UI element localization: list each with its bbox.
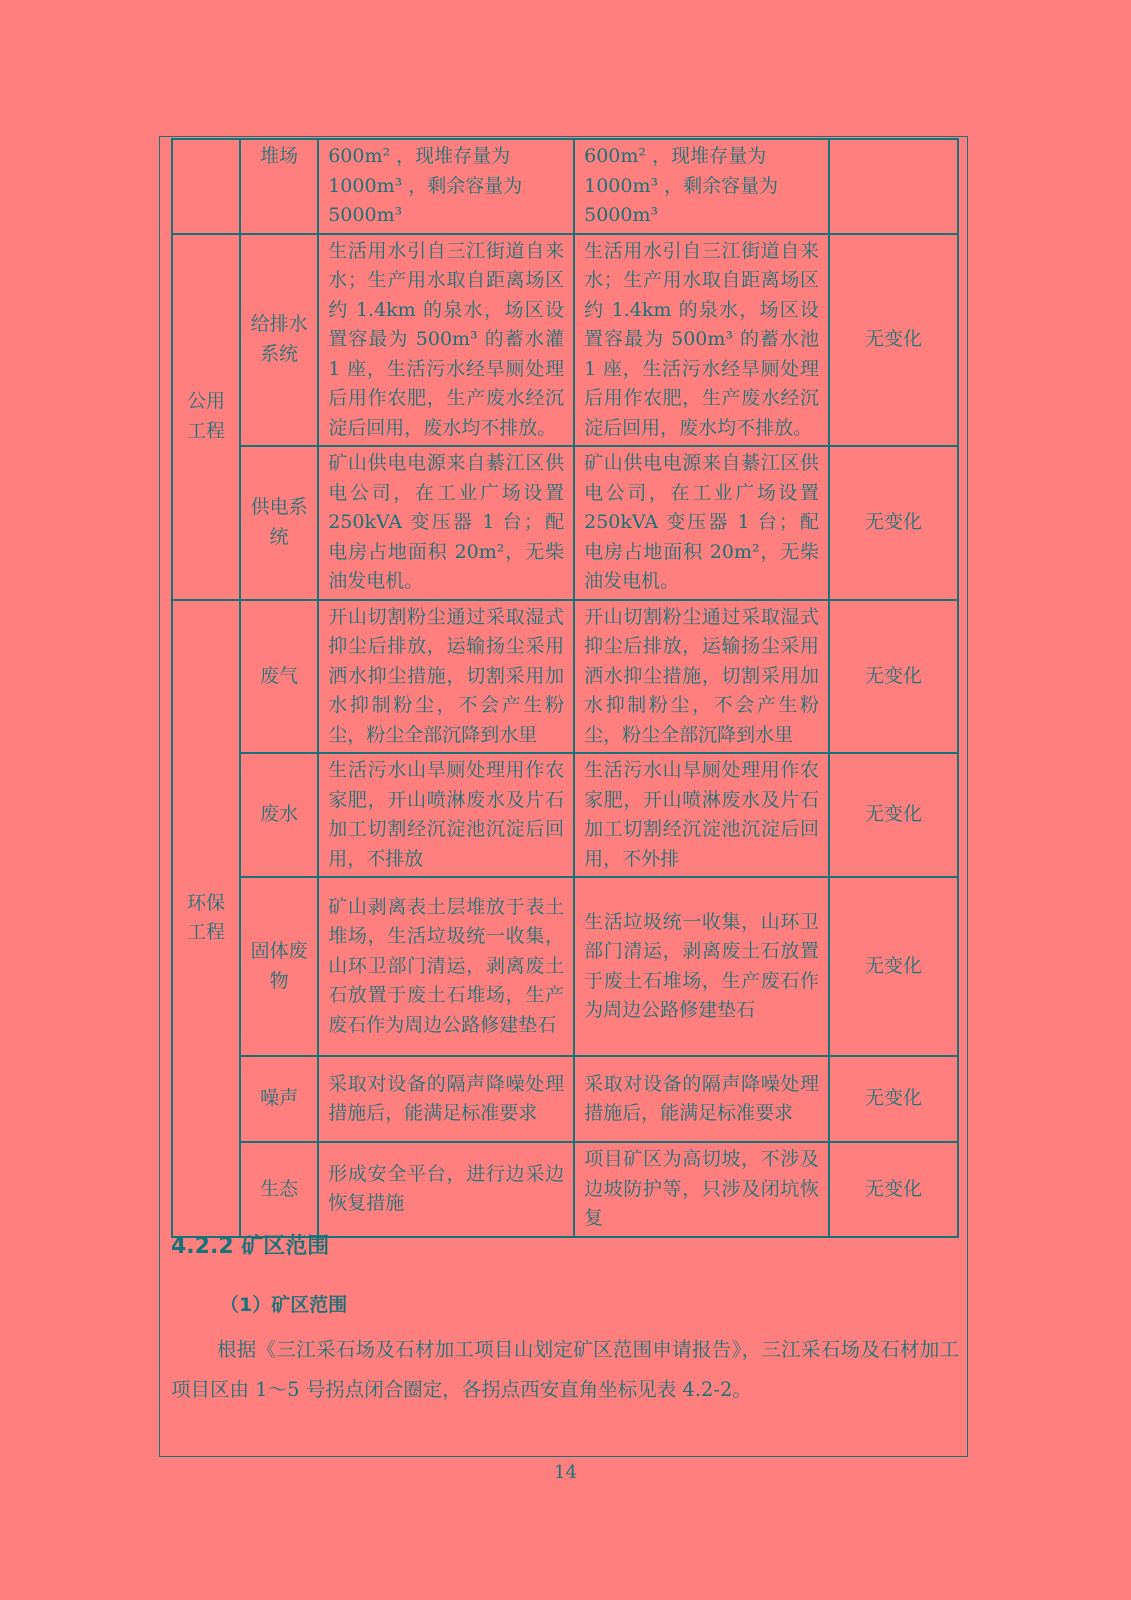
before-power: 矿山供电电源来自綦江区供电公司，在工业广场设置 250kVA 变压器 1 台；配电房占地面积 20m²，无柴油发电机。 [318,446,574,600]
before-water: 生活用水引自三江街道自来水；生产用水取自距离场区约 1.4km 的泉水，场区设置容最为 500m³ 的蓄水灌 1 座，生活污水经旱厕处理后用作农肥，生产废水经沉淀后回用，废水均不排放。 [318,234,574,447]
category-env-works: 环保工程 [172,600,240,1237]
after-eco: 项目矿区为高切坡，不涉及边坡防护等，只涉及闭坑恢复 [574,1142,829,1237]
after-gas: 开山切割粉尘通过采取湿式抑尘后排放，运输扬尘采用洒水抑尘措施，切割采用加水抑制粉尘，不会产生粉尘，粉尘全部沉降到水里 [574,600,829,754]
sub-item-storage: 堆场 [240,139,318,234]
change-power: 无变化 [829,446,958,600]
table-row [172,1142,958,1237]
sub-item-noise: 噪声 [240,1056,318,1142]
category-public-works: 公用工程 [172,234,240,600]
text-line: 600m² ，现堆存量为 [328,145,511,167]
after-power: 矿山供电电源来自綦江区供电公司，在工业广场设置 250kVA 变压器 1 台；配电房占地面积 20m²，无柴油发电机。 [574,446,829,600]
category-cell-empty [172,139,240,234]
table-row [172,446,958,600]
change-eco: 无变化 [829,1142,958,1237]
sub-item-solid: 固体废物 [240,877,318,1056]
table-row [172,139,958,234]
after-solid: 生活垃圾统一收集，山环卫部门清运，剥离废土石放置于废土石堆场，生产废石作为周边公路修建垫石 [574,877,829,1056]
table-row [172,234,958,447]
before-solid: 矿山剥离表土层堆放于表土堆场，生活垃圾统一收集，山环卫部门清运，剥离废土石放置于废土石堆场，生产废石作为周边公路修建垫石 [318,877,574,1056]
text-line: 5000m³ [584,204,659,226]
sub-heading: （1）矿区范围 [220,1294,348,1316]
after-storage [574,139,829,234]
text-line: 1000m³ ，剩余容量为 [328,174,523,197]
change-noise: 无变化 [829,1056,958,1142]
text-line: 1000m³ ，剩余容量为 [584,174,779,197]
before-noise: 采取对设备的隔声降噪处理措施后，能满足标准要求 [318,1056,574,1142]
before-eco: 形成安全平台，进行边采边恢复措施 [318,1142,574,1237]
after-noise: 采取对设备的隔声降噪处理措施后，能满足标准要求 [574,1056,829,1142]
before-gas: 开山切割粉尘通过采取湿式抑尘后排放，运输扬尘采用洒水抑尘措施，切割采用加水抑制粉尘，不会产生粉尘，粉尘全部沉降到水里 [318,600,574,754]
project-comparison-table [171,138,959,1238]
text-line: 600m² ，现堆存量为 [584,145,767,167]
before-storage [318,139,574,234]
text-line: 5000m³ [328,204,403,226]
section-heading: 4.2.2 矿区范围 [171,1234,330,1259]
after-wastewater: 生活污水山旱厕处理用作农家肥，开山喷淋废水及片石加工切割经沉淀池沉淀后回用，不外排 [574,753,829,877]
change-storage [829,139,958,234]
table-row [172,600,958,754]
table-row [172,1056,958,1142]
change-gas: 无变化 [829,600,958,754]
sub-item-water: 给排水系统 [240,234,318,447]
sub-item-gas: 废气 [240,600,318,754]
table-row [172,877,958,1056]
sub-item-power: 供电系统 [240,446,318,600]
change-wastewater: 无变化 [829,753,958,877]
before-wastewater: 生活污水山旱厕处理用作农家肥，开山喷淋废水及片石加工切割经沉淀池沉淀后回用，不排放 [318,753,574,877]
page-number: 14 [554,1462,577,1483]
change-water: 无变化 [829,234,958,447]
change-solid: 无变化 [829,877,958,1056]
body-paragraph: 根据《三江采石场及石材加工项目山划定矿区范围申请报告》，三江采石场及石材加工项目区由 1～5 号拐点闭合圈定，各拐点西安直角坐标见表 4.2-2。 [171,1338,959,1401]
sub-item-eco: 生态 [240,1142,318,1237]
table-row [172,753,958,877]
sub-item-wastewater: 废水 [240,753,318,877]
after-water: 生活用水引自三江街道自来水；生产用水取自距离场区约 1.4km 的泉水，场区设置容最为 500m³ 的蓄水池 1 座，生活污水经旱厕处理后用作农肥，生产废水经沉淀后回用，废水均不排放。 [574,234,829,447]
